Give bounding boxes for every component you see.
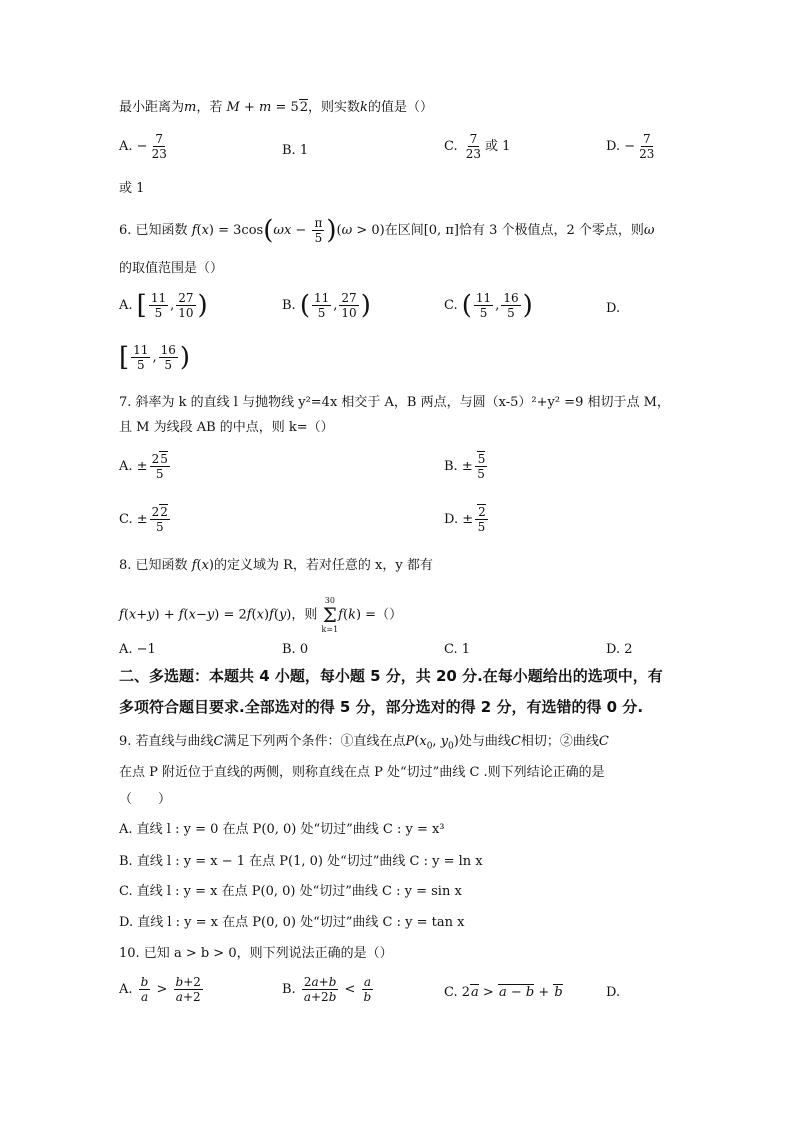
option-label: A. bbox=[119, 298, 133, 313]
q9-option-c[interactable]: C. 直线 l : y = x 在点 P(0, 0) 处“切过”曲线 C : y = sin x bbox=[119, 884, 462, 899]
q7-stem-line2: 且 M 为线段 AB 的中点，则 k=（） bbox=[119, 420, 334, 435]
option-label: C. bbox=[444, 985, 458, 1000]
frac-den: 23 bbox=[151, 147, 167, 161]
q6-text: 6. 已知函数 bbox=[119, 223, 188, 238]
q9-text: 满足下列两个条件：①直线在点 bbox=[223, 734, 406, 749]
q5-option-b[interactable]: B. 1 bbox=[282, 143, 309, 158]
q6-stem-line2: 的取值范围是（） bbox=[119, 261, 224, 276]
q6-option-a[interactable]: A. [ $\frac{11}{5}$ , $\frac{27}{10}$ ) bbox=[119, 290, 208, 321]
option-label: B. bbox=[444, 459, 458, 474]
option-label: B. bbox=[282, 982, 296, 997]
option-label: A. bbox=[119, 459, 133, 474]
q7-option-d[interactable]: D. ± $\frac{2}{5}$ bbox=[444, 505, 486, 534]
q7-option-c[interactable]: C. ± $\frac{22}{5}$ bbox=[119, 505, 168, 534]
q10-stem: 10. 已知 a > b > 0，则下列说法正确的是（） bbox=[119, 946, 393, 961]
q9-stem-line1: 9. 若直线与曲线C满足下列两个条件：①直线在点$P(x_0$, $y_0$)处与曲线C相切；②曲线C bbox=[119, 734, 609, 752]
option-label: D. bbox=[444, 512, 459, 527]
option-label: C. bbox=[444, 298, 458, 313]
q10-option-a[interactable]: A. $\frac{b}{a}$ > $\frac{b+2}{a+2}$ bbox=[119, 975, 201, 1004]
q6-stem: 6. 已知函数 f(x) = 3cos(ωx − $\frac{\pi}{5}$ )(ω > 0)在区间[0, π]恰有 3 个极值点，2 个零点，则ω bbox=[119, 215, 655, 246]
q5-option-d-wrap: 或 1 bbox=[119, 181, 145, 196]
q5-stem-continuation: 最小距离为m，若 M + m = 52，则实数k的值是（） bbox=[119, 100, 433, 115]
option-label: C. bbox=[444, 139, 458, 154]
q6-option-b[interactable]: B. ( $\frac{11}{5}$ , $\frac{27}{10}$ ) bbox=[282, 290, 371, 321]
q9-stem-line3: （ ） bbox=[119, 792, 172, 807]
q8-option-c[interactable]: C. 1 bbox=[444, 642, 471, 657]
option-label: B. bbox=[282, 298, 296, 313]
option-text: 或 1 bbox=[485, 139, 511, 154]
option-label: A. bbox=[119, 139, 133, 154]
q5-option-a[interactable]: A. − $\frac{7}{23}$ bbox=[119, 132, 167, 161]
q5-text: 的值是（） bbox=[367, 100, 433, 115]
q8-text: 8. 已知函数 bbox=[119, 558, 188, 573]
q8-option-d[interactable]: D. 2 bbox=[606, 642, 633, 657]
q9-text: 处与曲线 bbox=[458, 734, 511, 749]
q7-stem-line1: 7. 斜率为 k 的直线 l 与抛物线 y²=4x 相交于 A，B 两点，与圆（x-5）²+y² =9 相切于点 M， bbox=[119, 395, 670, 410]
q9-option-b[interactable]: B. 直线 l : y = x − 1 在点 P(1, 0) 处“切过”曲线 C : y = ln x bbox=[119, 854, 483, 869]
option-label: D. bbox=[606, 139, 621, 154]
q7-option-a[interactable]: A. ± $\frac{25}{5}$ bbox=[119, 452, 168, 481]
q6-option-c[interactable]: C. ( $\frac{11}{5}$ , $\frac{16}{5}$ ) bbox=[444, 290, 533, 321]
q5-option-d[interactable]: D. − $\frac{7}{23}$ bbox=[606, 132, 655, 161]
frac-num: 7 bbox=[155, 132, 164, 146]
q6-text: 恰有 3 个极值点，2 个零点，则 bbox=[458, 223, 644, 238]
q5-text: ，则实数 bbox=[308, 100, 361, 115]
q10-option-c[interactable]: C. 2a > a − b + b bbox=[444, 985, 563, 1000]
q9-text: 相切；②曲线 bbox=[520, 734, 599, 749]
q6-option-d-label[interactable]: D. bbox=[606, 301, 621, 316]
q8-stem-line2: f(x+y) + f(x−y) = 2f(x)f(y)，则 30 Σ k=1 f(k) =（） bbox=[119, 596, 403, 634]
q8-text: （） bbox=[376, 607, 403, 623]
q10-option-b[interactable]: B. $\frac{2a+b}{a+2b}$ < $\frac{a}{b}$ bbox=[282, 975, 372, 1004]
q7-option-b[interactable]: B. ± $\frac{5}{5}$ bbox=[444, 452, 486, 481]
q10-option-d[interactable]: D. bbox=[606, 985, 621, 1000]
section-heading-line2: 多项符合题目要求.全部选对的得 5 分，部分选对的得 2 分，有选错的得 0 分. bbox=[119, 698, 644, 716]
q5-option-c[interactable]: C. $\frac{7}{23}$ 或 1 bbox=[444, 132, 511, 161]
q8-text: ，则 bbox=[291, 607, 318, 623]
option-label: A. bbox=[119, 982, 133, 997]
q9-text: 9. 若直线与曲线 bbox=[119, 734, 214, 749]
q9-stem-line2: 在点 P 附近位于直线的两侧，则称直线在点 P 处“切过”曲线 C .则下列结论正确的是 bbox=[119, 765, 605, 780]
q9-option-d[interactable]: D. 直线 l : y = x 在点 P(0, 0) 处“切过”曲线 C : y = tan x bbox=[119, 915, 465, 930]
q9-option-a[interactable]: A. 直线 l : y = 0 在点 P(0, 0) 处“切过”曲线 C : y = x³ bbox=[119, 822, 445, 837]
q8-stem-line1: 8. 已知函数 f(x)的定义域为 R，若对任意的 x，y 都有 bbox=[119, 558, 433, 573]
q8-option-a[interactable]: A. −1 bbox=[119, 642, 156, 657]
option-label: C. bbox=[119, 512, 133, 527]
q6-option-d-value: [ $\frac{11}{5}$ , $\frac{16}{5}$ ) bbox=[119, 342, 191, 373]
q5-text: 最小距离为 bbox=[119, 100, 185, 115]
q8-text: 的定义域为 R，若对任意的 x，y 都有 bbox=[214, 558, 433, 573]
section-heading-line1: 二、多选题：本题共 4 小题，每小题 5 分，共 20 分.在每小题给出的选项中，有 bbox=[119, 667, 663, 685]
q6-text: 在区间 bbox=[384, 223, 424, 238]
q5-text: ，若 bbox=[196, 100, 223, 115]
q8-option-b[interactable]: B. 0 bbox=[282, 642, 309, 657]
